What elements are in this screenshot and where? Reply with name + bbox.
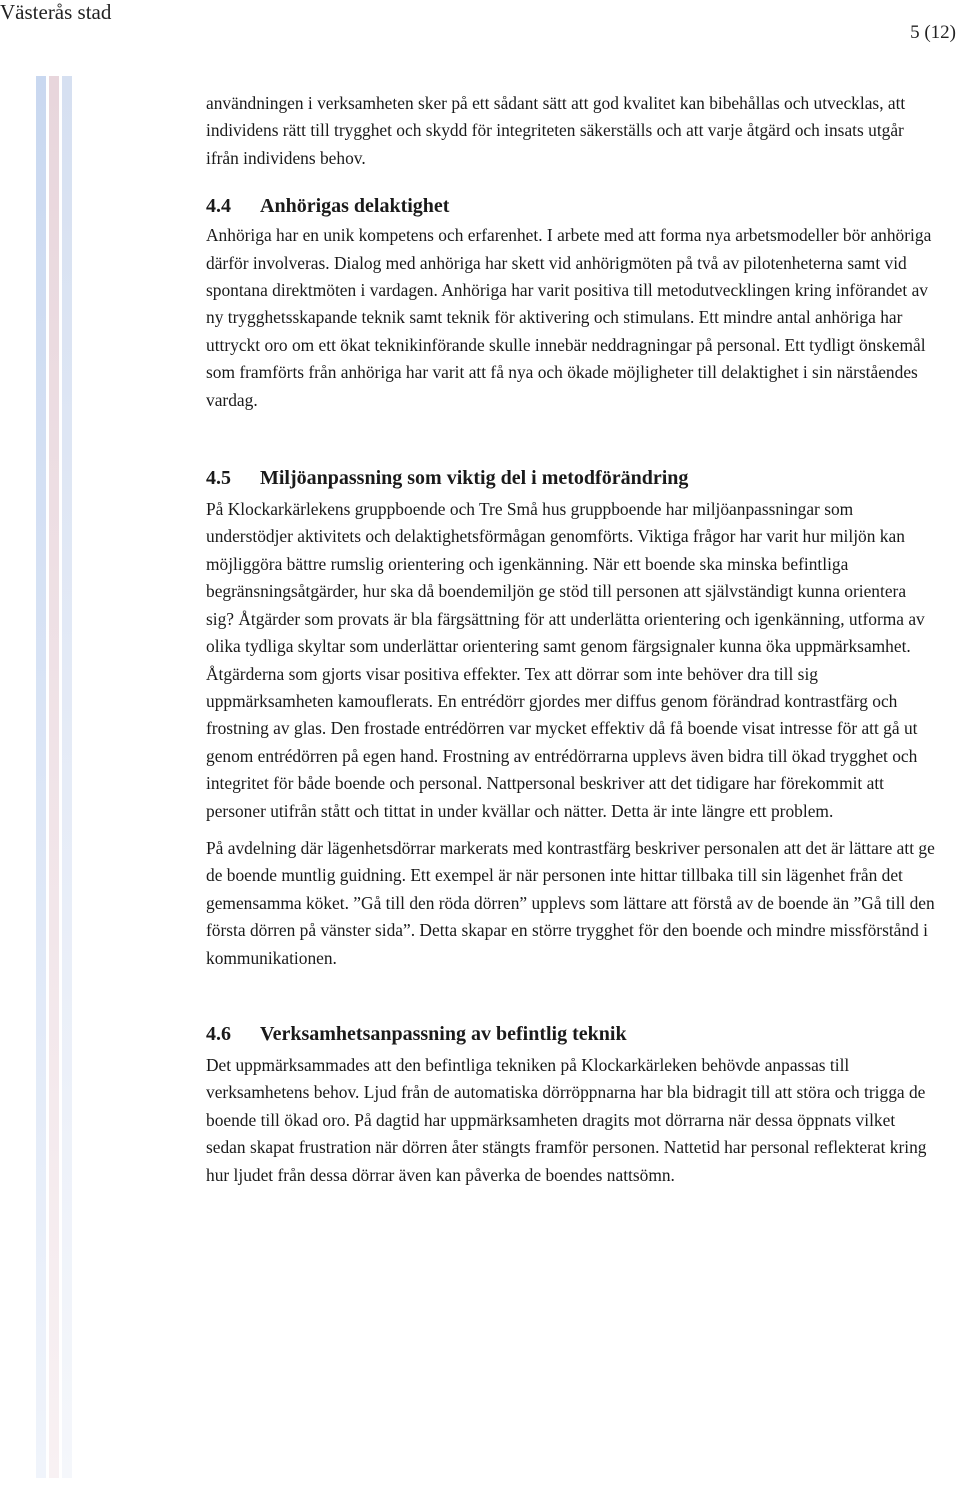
section-heading-4-4 bbox=[206, 192, 936, 220]
section-4-5-paragraph-2: Åtgärderna som gjorts visar positiva effekter. Tex att dörrar som inte behöver dra till sig uppmärksamheten kamouflerats. En entrédörr gjordes mer diffus genom förändrad kontrastfärg och frostning av glas. Den frostade entrédörren var mycket effektiv då få boende visat intresse för att gå ut genom entrédörren på egen hand. Frostning av entrédörrarna upplevs även bidra till ökad trygghet och integritet för både boende och personal. Nattpersonal beskriver att det tidigare har förekommit att personer utifrån stått och tittat in under kvällar och nätter. Detta är inte längre ett problem. bbox=[206, 663, 918, 821]
section-title: Anhörigas delaktighet bbox=[260, 195, 450, 218]
section-4-5-paragraph-1: På Klockarkärlekens gruppboende och Tre Små hus gruppboende har miljöanpassningar som understödjer aktivitets och delaktighetsförmågan genomförts. Viktiga frågor har varit hur miljön kan möjliggöra bättre rumslig orientering och igenkänning. När ett boende ska minska befintliga begränsningsåtgärder, hur ska då boendemiljön ge stöd till personen att självständigt kunna orientera sig? Åtgärder som provats är bla färgsättning för att underlätta orientering och igenkänning, utforma av olika tydliga skyltar som underlättar orientering samt genom färgsignaler kunna öka uppmärksamhet. bbox=[206, 499, 925, 657]
section-number: 4.4 bbox=[206, 195, 231, 218]
stripe-blue bbox=[36, 76, 46, 1478]
section-title: Verksamhetsanpassning av befintlig teknik bbox=[260, 1022, 627, 1045]
intro-paragraph: användningen i verksamheten sker på ett sådant sätt att god kvalitet kan bibehållas och utvecklas, att individens rätt till trygghet och skydd för integriteten säkerställs och att varje åtgärd och insats utgår ifrån individens behov. bbox=[206, 93, 906, 168]
section-number: 4.5 bbox=[206, 467, 231, 490]
section-number: 4.6 bbox=[206, 1022, 231, 1045]
page-number: 5 (12) bbox=[910, 22, 956, 43]
document-body bbox=[206, 90, 936, 1189]
section-4-5-paragraph-3: På avdelning där lägenhetsdörrar markerats med kontrastfärg beskriver personalen att det är lättare att ge de boende muntlig guidning. Ett exempel är när personen inte hittar tillbaka till sin lägenhet från det gemensamma köket. ”Gå till den röda dörren” upplevs som lättare att förstå av de boende än ”Gå till den första dörren på vänster sida”. Detta skapar en större trygghet för den boende och mindre missförstånd i kommunikationen. bbox=[206, 837, 935, 968]
stripe-light-blue bbox=[62, 76, 72, 1478]
section-heading-4-6 bbox=[206, 1020, 936, 1048]
section-heading-4-5 bbox=[206, 464, 936, 492]
section-4-4-paragraph: Anhöriga har en unik kompetens och erfarenhet. I arbete med att forma nya arbetsmodeller bör anhöriga därför involveras. Dialog med anhöriga har skett vid anhörigmöten på två av pilotenheterna samt vid spontana direktmöten i vardagen. Anhöriga har varit positiva till metodutvecklingen kring införandet av ny trygghetsskapande teknik samt teknik för aktivering och stimulans. Ett mindre antal anhöriga har uttryckt oro om ett ökat teknikinförande skulle innebär neddragningar på personal. Ett tydligt önskemål som framförts från anhöriga har varit att få nya och ökade möjligheter till delaktighet i sin närståendes vardag. bbox=[206, 225, 932, 410]
decorative-margin-stripes bbox=[36, 76, 78, 1478]
section-4-6-paragraph: Det uppmärksammades att den befintliga tekniken på Klockarkärleken behövde anpassas till verksamhetens behov. Ljud från de automatiska dörröppnarna har bla bidragit till att störa och trigga de boende till ökad oro. På dagtid har uppmärksamheten dragits mot dörrarna när dessa öppnats vilket sedan skapat frustration när dörren åter stängts framför personen. Nattetid har personal reflekterat kring hur ljudet från dessa dörrar även kan påverka de boendes nattsömn. bbox=[206, 1054, 927, 1185]
organization-name: Västerås stad bbox=[0, 0, 112, 24]
section-title: Miljöanpassning som viktig del i metodförändring bbox=[260, 467, 689, 490]
stripe-pink bbox=[49, 76, 59, 1478]
